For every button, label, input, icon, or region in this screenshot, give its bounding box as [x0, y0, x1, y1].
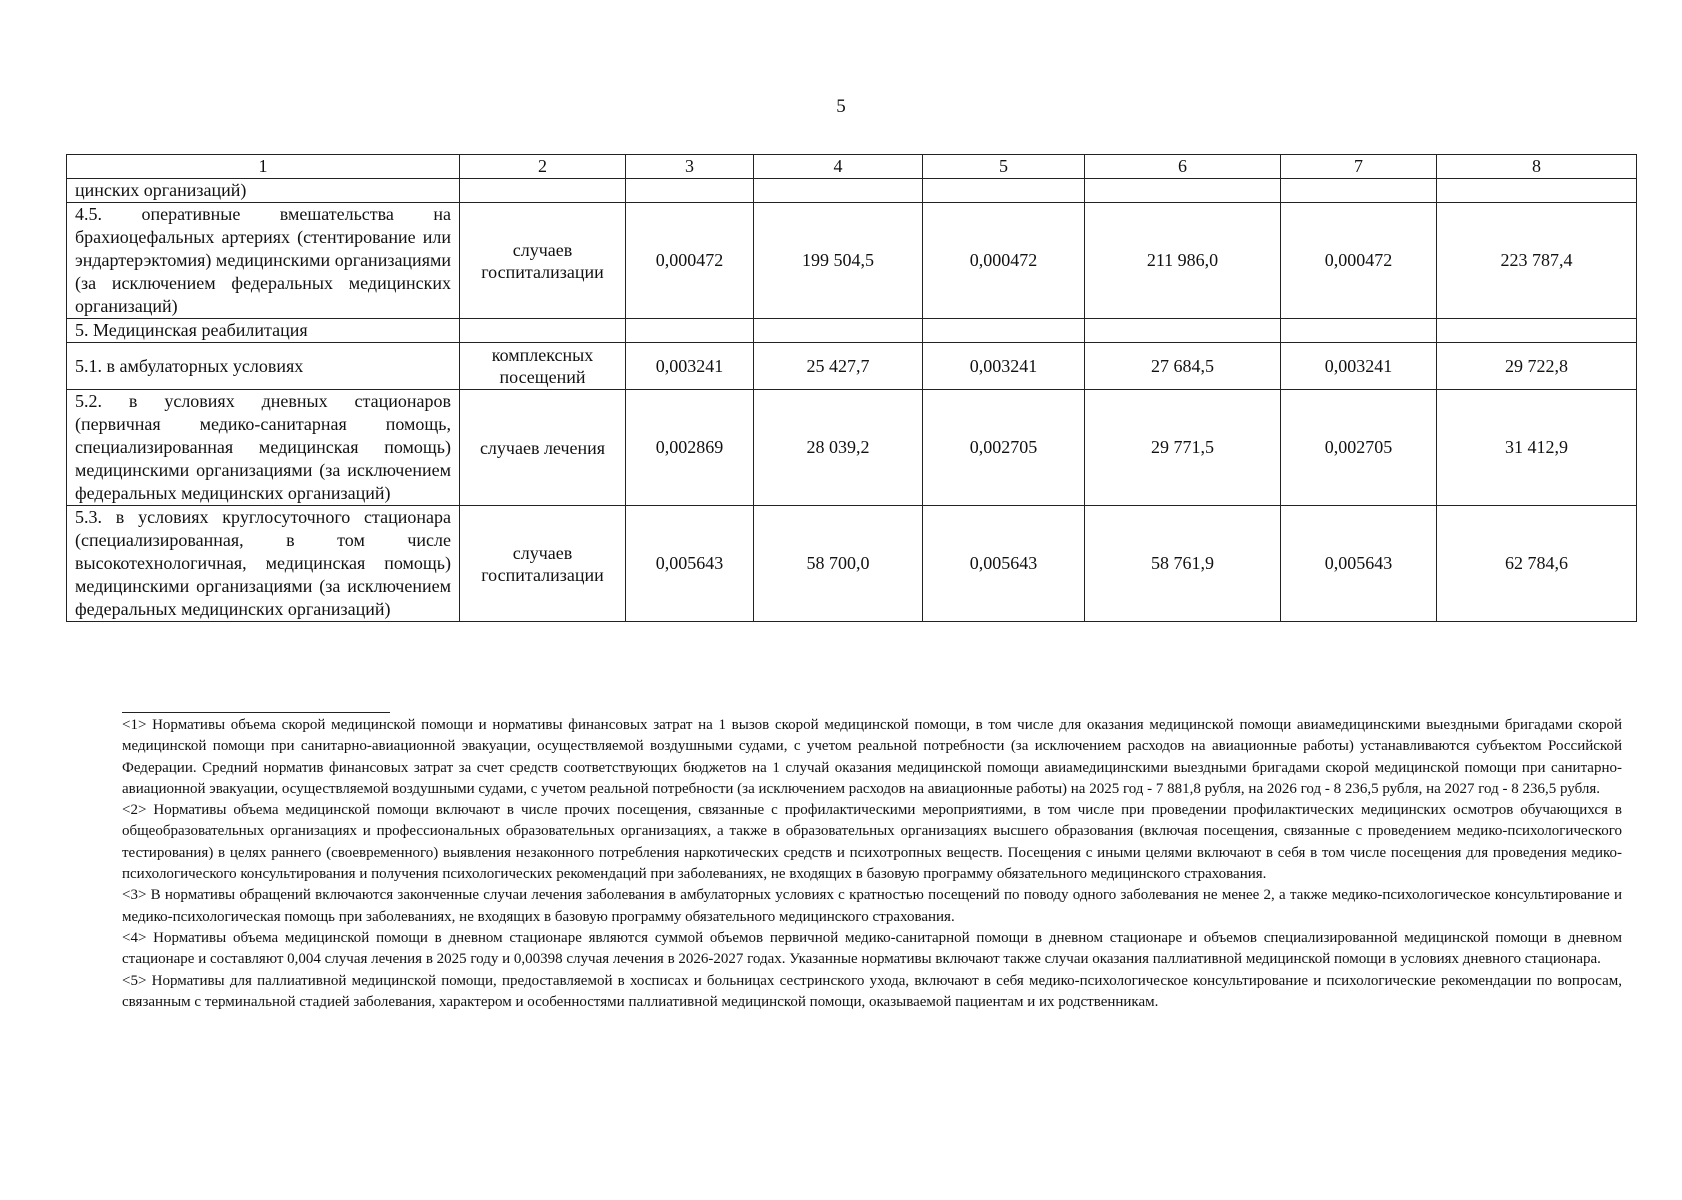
row-value: 0,000472 [626, 203, 754, 319]
row-value: 25 427,7 [754, 343, 923, 390]
row-value: 28 039,2 [754, 390, 923, 506]
row-value [626, 319, 754, 343]
column-number-row [67, 155, 1637, 179]
row-value [1085, 179, 1281, 203]
row-name: цинских организаций) [67, 179, 460, 203]
row-value: 62 784,6 [1437, 506, 1637, 622]
column-header: 7 [1281, 155, 1437, 179]
row-value [754, 319, 923, 343]
row-unit [460, 319, 626, 343]
row-value: 0,003241 [626, 343, 754, 390]
row-name: 4.5. оперативные вмешательства на брахиоцефальных артериях (стентирование или эндартерэктомия) медицинскими организациями (за исключением федеральных медицинских организаций) [67, 203, 460, 319]
row-value: 0,002705 [1281, 390, 1437, 506]
row-value: 0,000472 [1281, 203, 1437, 319]
table-row [67, 343, 1637, 390]
row-value [1085, 319, 1281, 343]
row-value: 211 986,0 [1085, 203, 1281, 319]
norms-table [66, 154, 1637, 622]
footnote-separator [122, 712, 390, 713]
row-value: 223 787,4 [1437, 203, 1637, 319]
row-unit: случаев лечения [460, 390, 626, 506]
row-unit [460, 179, 626, 203]
row-name: 5. Медицинская реабилитация [67, 319, 460, 343]
row-name: 5.3. в условиях круглосуточного стационара (специализированная, в том числе высокотехнологичная, медицинская помощь) медицинскими организациями (за исключением федеральных медицинских организаций) [67, 506, 460, 622]
row-value [1281, 319, 1437, 343]
table-row [67, 390, 1637, 506]
footnotes [122, 715, 1622, 1013]
row-value: 27 684,5 [1085, 343, 1281, 390]
row-name: 5.2. в условиях дневных стационаров (первичная медико-санитарная помощь, специализированная медицинская помощь) медицинскими организациями (за исключением федеральных медицинских организаций) [67, 390, 460, 506]
row-value [1281, 179, 1437, 203]
row-value: 29 722,8 [1437, 343, 1637, 390]
row-value [923, 179, 1085, 203]
table-row [67, 319, 1637, 343]
footnote-3: <3> В нормативы обращений включаются законченные случаи лечения заболевания в амбулаторных условиях с кратностью посещений по поводу одного заболевания не менее 2, а также медико-психологическое консультирование и медико-психологическая помощь при заболеваниях, не входящих в базовую программу обязательного медицинского страхования. [122, 887, 1622, 925]
table-row [67, 179, 1637, 203]
row-value: 31 412,9 [1437, 390, 1637, 506]
row-value: 58 761,9 [1085, 506, 1281, 622]
row-value: 29 771,5 [1085, 390, 1281, 506]
row-value: 0,002705 [923, 390, 1085, 506]
row-value [923, 319, 1085, 343]
table-row [67, 203, 1637, 319]
row-value [626, 179, 754, 203]
row-value: 0,000472 [923, 203, 1085, 319]
column-header: 2 [460, 155, 626, 179]
row-value: 199 504,5 [754, 203, 923, 319]
row-value: 0,002869 [626, 390, 754, 506]
column-header: 3 [626, 155, 754, 179]
row-value [754, 179, 923, 203]
table-row [67, 506, 1637, 622]
column-header: 6 [1085, 155, 1281, 179]
row-value: 0,003241 [923, 343, 1085, 390]
row-unit: случаев госпитализации [460, 506, 626, 622]
footnote-1: <1> Нормативы объема скорой медицинской помощи и нормативы финансовых затрат на 1 вызов скорой медицинской помощи, в том числе для оказания медицинской помощи авиамедицинскими выездными бригадами скорой медицинской помощи при санитарно-авиационной эвакуации, осуществляемой воздушными судами, с учетом реальной потребности (за исключением расходов на авиационные работы) устанавливаются субъектом Российской Федерации. Средний норматив финансовых затрат за счет средств соответствующих бюджетов на 1 случай оказания медицинской помощи авиамедицинскими выездными бригадами скорой медицинской помощи при санитарно-авиационной эвакуации, осуществляемой воздушными судами, с учетом реальной потребности (за исключением расходов на авиационные работы) на 2025 год - 7 881,8 рубля, на 2026 год - 8 236,5 рубля, на 2027 год - 8 236,5 рубля. [122, 717, 1622, 797]
row-unit: случаев госпитализации [460, 203, 626, 319]
footnote-4: <4> Нормативы объема медицинской помощи в дневном стационаре являются суммой объемов первичной медико-санитарной помощи в дневном стационаре и объемов специализированной медицинской помощи в дневном стационаре и составляют 0,004 случая лечения в 2025 году и 0,00398 случая лечения в 2026-2027 годах. Указанные нормативы включают также случаи оказания паллиативной медицинской помощи в условиях дневного стационара. [122, 929, 1622, 968]
footnote-5: <5> Нормативы для паллиативной медицинской помощи, предоставляемой в хосписах и больницах сестринского ухода, включают в себя медико-психологическое консультирование и психологические рекомендации по вопросам, связанным с терминальной стадией заболевания, характером и особенностями паллиативной медицинской помощи, оказываемой пациентам и их родственникам. [122, 972, 1622, 1010]
row-value: 0,005643 [923, 506, 1085, 622]
page-number: 5 [836, 96, 846, 117]
row-unit: комплексных посещений [460, 343, 626, 390]
row-value: 0,005643 [626, 506, 754, 622]
row-value: 58 700,0 [754, 506, 923, 622]
column-header: 1 [67, 155, 460, 179]
column-header: 4 [754, 155, 923, 179]
row-value [1437, 319, 1637, 343]
column-header: 5 [923, 155, 1085, 179]
row-value: 0,005643 [1281, 506, 1437, 622]
column-header: 8 [1437, 155, 1637, 179]
footnote-2: <2> Нормативы объема медицинской помощи включают в числе прочих посещения, связанные с профилактическими мероприятиями, в том числе при проведении профилактических медицинских осмотров обучающихся в общеобразовательных организациях и профессиональных образовательных организациях, а также в образовательных организациях высшего образования (включая посещения, связанные с проведением медико-психологического тестирования) в целях раннего (своевременного) выявления незаконного потребления наркотических средств и психотропных веществ. Посещения с иными целями включают в себя в том числе посещения для проведения медико-психологического консультирования и получения психологических рекомендаций при заболеваниях, не входящих в базовую программу обязательного медицинского страхования. [122, 802, 1622, 883]
row-name: 5.1. в амбулаторных условиях [67, 343, 460, 390]
row-value [1437, 179, 1637, 203]
row-value: 0,003241 [1281, 343, 1437, 390]
